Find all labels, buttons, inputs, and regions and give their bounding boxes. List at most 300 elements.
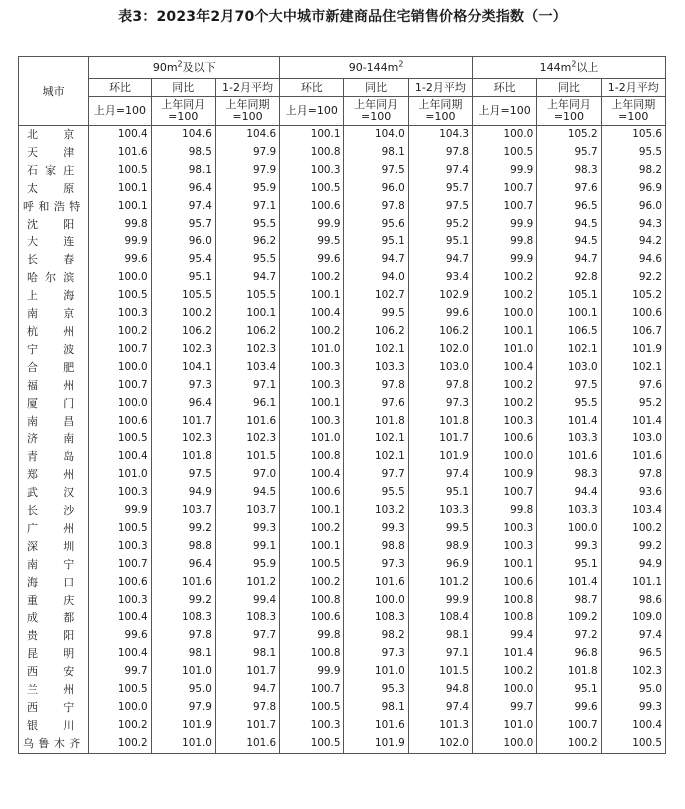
index-value-cell: 100.4	[89, 448, 151, 466]
index-value-cell: 100.5	[89, 681, 151, 699]
city-cell: 兰州	[19, 681, 89, 699]
index-value-cell: 94.9	[151, 484, 215, 502]
index-value-cell: 97.4	[408, 466, 472, 484]
group-header-large: $144m^2$以上	[473, 57, 666, 79]
index-value-cell: 101.7	[408, 430, 472, 448]
index-value-cell: 105.5	[151, 287, 215, 305]
index-value-cell: 100.3	[473, 538, 537, 556]
index-value-cell: 100.0	[89, 699, 151, 717]
city-cell: 郑州	[19, 466, 89, 484]
index-value-cell: 95.5	[537, 395, 601, 413]
city-cell: 石家庄	[19, 162, 89, 180]
index-value-cell: 100.6	[280, 609, 344, 627]
base-header-avg: 上年同期=100	[408, 97, 472, 126]
index-value-cell: 101.6	[537, 448, 601, 466]
index-value-cell: 103.3	[344, 359, 408, 377]
index-value-cell: 101.9	[151, 717, 215, 735]
index-value-cell: 101.8	[344, 413, 408, 431]
index-value-cell: 98.5	[151, 144, 215, 162]
index-value-cell: 97.8	[601, 466, 665, 484]
index-value-cell: 101.6	[151, 574, 215, 592]
index-value-cell: 100.4	[473, 359, 537, 377]
index-value-cell: 102.3	[215, 430, 279, 448]
index-value-cell: 95.2	[601, 395, 665, 413]
col-header-avg: 1-2月平均	[601, 79, 665, 97]
index-value-cell: 94.8	[408, 681, 472, 699]
table-row	[19, 681, 666, 699]
city-cell: 西安	[19, 663, 89, 681]
index-value-cell: 94.7	[537, 251, 601, 269]
index-value-cell: 103.2	[344, 502, 408, 520]
city-cell: 武汉	[19, 484, 89, 502]
index-value-cell: 99.2	[151, 592, 215, 610]
index-value-cell: 94.9	[601, 556, 665, 574]
table-row	[19, 466, 666, 484]
index-value-cell: 95.1	[537, 556, 601, 574]
index-value-cell: 97.7	[344, 466, 408, 484]
base-header-avg: 上年同期=100	[215, 97, 279, 126]
index-value-cell: 100.0	[89, 395, 151, 413]
index-value-cell: 101.6	[601, 448, 665, 466]
index-value-cell: 100.4	[601, 717, 665, 735]
table-row	[19, 144, 666, 162]
index-value-cell: 99.7	[473, 699, 537, 717]
index-value-cell: 99.8	[89, 216, 151, 234]
index-value-cell: 96.5	[537, 198, 601, 216]
index-value-cell: 108.3	[151, 609, 215, 627]
index-value-cell: 100.8	[280, 645, 344, 663]
index-value-cell: 95.3	[344, 681, 408, 699]
index-value-cell: 100.2	[601, 520, 665, 538]
index-value-cell: 101.6	[215, 735, 279, 753]
index-value-cell: 95.1	[537, 681, 601, 699]
city-cell: 成都	[19, 609, 89, 627]
index-value-cell: 100.8	[473, 609, 537, 627]
index-value-cell: 99.5	[344, 305, 408, 323]
index-value-cell: 100.3	[280, 377, 344, 395]
base-header-mom: 上月=100	[280, 97, 344, 126]
index-value-cell: 100.0	[473, 448, 537, 466]
index-value-cell: 99.9	[280, 663, 344, 681]
index-value-cell: 100.1	[89, 198, 151, 216]
table-row	[19, 251, 666, 269]
index-value-cell: 99.2	[151, 520, 215, 538]
index-value-cell: 105.2	[537, 126, 601, 144]
index-value-cell: 101.3	[408, 717, 472, 735]
index-value-cell: 100.4	[89, 126, 151, 144]
base-header-yoy: 上年同月=100	[151, 97, 215, 126]
index-value-cell: 99.3	[344, 520, 408, 538]
index-value-cell: 100.1	[280, 126, 344, 144]
index-value-cell: 95.1	[408, 484, 472, 502]
city-cell: 昆明	[19, 645, 89, 663]
index-value-cell: 104.3	[408, 126, 472, 144]
index-value-cell: 100.7	[280, 681, 344, 699]
index-value-cell: 101.6	[89, 144, 151, 162]
index-value-cell: 100.5	[473, 144, 537, 162]
index-value-cell: 94.7	[408, 251, 472, 269]
table-row	[19, 556, 666, 574]
index-value-cell: 102.9	[408, 287, 472, 305]
index-value-cell: 97.5	[151, 466, 215, 484]
index-value-cell: 100.0	[537, 520, 601, 538]
index-value-cell: 100.3	[89, 484, 151, 502]
index-value-cell: 103.3	[537, 430, 601, 448]
index-value-cell: 96.4	[151, 180, 215, 198]
index-value-cell: 100.2	[280, 574, 344, 592]
index-value-cell: 100.6	[280, 484, 344, 502]
index-value-cell: 100.5	[280, 699, 344, 717]
index-value-cell: 94.7	[215, 681, 279, 699]
city-cell: 重庆	[19, 592, 89, 610]
index-value-cell: 99.6	[89, 627, 151, 645]
index-value-cell: 96.9	[408, 556, 472, 574]
index-value-cell: 103.4	[215, 359, 279, 377]
city-cell: 哈尔滨	[19, 269, 89, 287]
table-row	[19, 645, 666, 663]
index-value-cell: 100.2	[473, 269, 537, 287]
index-value-cell: 104.6	[151, 126, 215, 144]
index-value-cell: 94.5	[215, 484, 279, 502]
index-value-cell: 100.2	[151, 305, 215, 323]
index-value-cell: 98.3	[537, 162, 601, 180]
index-value-cell: 101.4	[537, 413, 601, 431]
index-value-cell: 95.7	[151, 216, 215, 234]
col-header-mom: 环比	[89, 79, 151, 97]
index-value-cell: 95.5	[215, 216, 279, 234]
index-value-cell: 98.9	[408, 538, 472, 556]
table-row	[19, 126, 666, 144]
index-value-cell: 100.6	[473, 574, 537, 592]
index-value-cell: 105.6	[601, 126, 665, 144]
city-cell: 广州	[19, 520, 89, 538]
index-value-cell: 100.7	[473, 180, 537, 198]
index-value-cell: 95.5	[215, 251, 279, 269]
index-value-cell: 100.3	[280, 359, 344, 377]
index-value-cell: 103.7	[215, 502, 279, 520]
index-value-cell: 97.3	[408, 395, 472, 413]
index-value-cell: 96.8	[537, 645, 601, 663]
index-value-cell: 99.5	[408, 520, 472, 538]
col-header-mom: 环比	[280, 79, 344, 97]
index-value-cell: 97.8	[344, 198, 408, 216]
index-value-cell: 100.4	[89, 609, 151, 627]
table-row	[19, 413, 666, 431]
index-value-cell: 97.5	[408, 198, 472, 216]
base-header-mom: 上月=100	[89, 97, 151, 126]
index-value-cell: 100.0	[473, 681, 537, 699]
index-value-cell: 95.9	[215, 556, 279, 574]
index-value-cell: 99.6	[408, 305, 472, 323]
index-value-cell: 97.4	[151, 198, 215, 216]
index-value-cell: 97.0	[215, 466, 279, 484]
index-value-cell: 98.2	[601, 162, 665, 180]
col-header-avg: 1-2月平均	[215, 79, 279, 97]
index-value-cell: 99.3	[601, 699, 665, 717]
index-value-cell: 101.0	[344, 663, 408, 681]
index-value-cell: 99.6	[280, 251, 344, 269]
index-value-cell: 102.3	[151, 430, 215, 448]
index-value-cell: 100.6	[280, 198, 344, 216]
index-value-cell: 106.7	[601, 323, 665, 341]
index-value-cell: 100.3	[473, 520, 537, 538]
index-value-cell: 100.7	[89, 341, 151, 359]
table-row	[19, 341, 666, 359]
index-value-cell: 101.8	[151, 448, 215, 466]
index-value-cell: 95.1	[408, 233, 472, 251]
index-value-cell: 97.6	[344, 395, 408, 413]
index-value-cell: 99.4	[215, 592, 279, 610]
base-header-yoy: 上年同月=100	[344, 97, 408, 126]
table-row	[19, 395, 666, 413]
index-value-cell: 101.2	[215, 574, 279, 592]
index-value-cell: 98.8	[151, 538, 215, 556]
index-value-cell: 97.2	[537, 627, 601, 645]
index-value-cell: 99.3	[537, 538, 601, 556]
city-cell: 青岛	[19, 448, 89, 466]
index-value-cell: 99.9	[89, 502, 151, 520]
index-value-cell: 94.3	[601, 216, 665, 234]
index-value-cell: 101.0	[89, 466, 151, 484]
table-row	[19, 430, 666, 448]
base-header-yoy: 上年同月=100	[537, 97, 601, 126]
index-value-cell: 108.4	[408, 609, 472, 627]
city-cell: 合肥	[19, 359, 89, 377]
table-row	[19, 180, 666, 198]
table-row	[19, 699, 666, 717]
index-value-cell: 100.1	[537, 305, 601, 323]
index-value-cell: 99.1	[215, 538, 279, 556]
index-value-cell: 100.4	[280, 466, 344, 484]
city-cell: 沈阳	[19, 216, 89, 234]
index-value-cell: 100.2	[280, 520, 344, 538]
index-value-cell: 98.1	[215, 645, 279, 663]
index-value-cell: 100.1	[473, 556, 537, 574]
table-row	[19, 162, 666, 180]
city-cell: 济南	[19, 430, 89, 448]
index-value-cell: 100.5	[89, 520, 151, 538]
index-value-cell: 97.3	[151, 377, 215, 395]
index-value-cell: 100.7	[89, 556, 151, 574]
index-value-cell: 96.0	[151, 233, 215, 251]
index-value-cell: 99.6	[89, 251, 151, 269]
index-value-cell: 99.9	[89, 233, 151, 251]
index-value-cell: 99.5	[280, 233, 344, 251]
index-value-cell: 100.1	[89, 180, 151, 198]
index-value-cell: 109.2	[537, 609, 601, 627]
index-value-cell: 99.3	[215, 520, 279, 538]
table-row	[19, 305, 666, 323]
city-cell: 北京	[19, 126, 89, 144]
index-value-cell: 94.6	[601, 251, 665, 269]
index-value-cell: 100.2	[473, 395, 537, 413]
index-value-cell: 93.6	[601, 484, 665, 502]
index-value-cell: 103.0	[408, 359, 472, 377]
index-value-cell: 94.5	[537, 233, 601, 251]
index-value-cell: 94.4	[537, 484, 601, 502]
table-row	[19, 269, 666, 287]
city-cell: 南宁	[19, 556, 89, 574]
index-value-cell: 100.3	[89, 538, 151, 556]
index-value-cell: 100.2	[89, 323, 151, 341]
index-value-cell: 106.5	[537, 323, 601, 341]
index-value-cell: 101.4	[473, 645, 537, 663]
index-value-cell: 100.0	[89, 269, 151, 287]
index-value-cell: 100.0	[344, 592, 408, 610]
index-value-cell: 100.1	[280, 502, 344, 520]
index-value-cell: 101.4	[537, 574, 601, 592]
index-value-cell: 99.7	[89, 663, 151, 681]
index-value-cell: 102.3	[151, 341, 215, 359]
index-value-cell: 102.0	[408, 341, 472, 359]
index-value-cell: 100.2	[280, 269, 344, 287]
index-value-cell: 95.5	[344, 484, 408, 502]
index-value-cell: 99.9	[473, 251, 537, 269]
index-value-cell: 100.5	[89, 287, 151, 305]
index-value-cell: 103.3	[537, 502, 601, 520]
index-value-cell: 102.1	[344, 448, 408, 466]
index-value-cell: 96.2	[215, 233, 279, 251]
index-value-cell: 98.1	[151, 645, 215, 663]
index-value-cell: 93.4	[408, 269, 472, 287]
city-cell: 太原	[19, 180, 89, 198]
index-value-cell: 100.8	[280, 144, 344, 162]
base-header-mom: 上月=100	[473, 97, 537, 126]
index-value-cell: 99.4	[473, 627, 537, 645]
index-value-cell: 101.8	[537, 663, 601, 681]
index-value-cell: 102.1	[344, 341, 408, 359]
index-value-cell: 101.1	[601, 574, 665, 592]
index-value-cell: 102.1	[344, 430, 408, 448]
index-value-cell: 100.5	[280, 556, 344, 574]
index-value-cell: 102.0	[408, 735, 472, 753]
index-value-cell: 97.1	[215, 377, 279, 395]
index-value-cell: 97.4	[408, 162, 472, 180]
index-value-cell: 96.1	[215, 395, 279, 413]
col-header-yoy: 同比	[151, 79, 215, 97]
index-value-cell: 101.0	[280, 430, 344, 448]
index-value-cell: 97.1	[215, 198, 279, 216]
city-cell: 南京	[19, 305, 89, 323]
index-value-cell: 104.6	[215, 126, 279, 144]
index-value-cell: 100.7	[473, 484, 537, 502]
index-value-cell: 100.7	[473, 198, 537, 216]
index-value-cell: 97.9	[215, 144, 279, 162]
index-value-cell: 100.1	[280, 287, 344, 305]
index-value-cell: 96.0	[344, 180, 408, 198]
index-value-cell: 100.7	[89, 377, 151, 395]
index-value-cell: 100.3	[89, 592, 151, 610]
table-row	[19, 287, 666, 305]
index-value-cell: 100.0	[473, 126, 537, 144]
index-value-cell: 101.0	[151, 663, 215, 681]
table-row	[19, 502, 666, 520]
index-value-cell: 100.4	[89, 645, 151, 663]
col-header-avg: 1-2月平均	[408, 79, 472, 97]
index-value-cell: 101.7	[151, 413, 215, 431]
index-value-cell: 97.8	[215, 699, 279, 717]
index-value-cell: 100.4	[280, 305, 344, 323]
index-value-cell: 103.0	[537, 359, 601, 377]
index-value-cell: 102.3	[215, 341, 279, 359]
index-value-cell: 104.0	[344, 126, 408, 144]
index-value-cell: 100.1	[215, 305, 279, 323]
index-value-cell: 100.1	[280, 395, 344, 413]
index-value-cell: 102.1	[537, 341, 601, 359]
index-value-cell: 101.9	[344, 735, 408, 753]
index-value-cell: 100.2	[89, 717, 151, 735]
index-value-cell: 95.7	[408, 180, 472, 198]
index-value-cell: 97.6	[601, 377, 665, 395]
index-value-cell: 100.2	[280, 323, 344, 341]
index-value-cell: 97.5	[344, 162, 408, 180]
index-value-cell: 99.9	[473, 162, 537, 180]
index-value-cell: 101.7	[215, 663, 279, 681]
index-value-cell: 98.6	[601, 592, 665, 610]
index-value-cell: 100.7	[537, 717, 601, 735]
index-value-cell: 97.1	[408, 645, 472, 663]
index-value-cell: 100.3	[89, 305, 151, 323]
city-cell: 海口	[19, 574, 89, 592]
index-value-cell: 103.3	[408, 502, 472, 520]
index-value-cell: 95.2	[408, 216, 472, 234]
index-value-cell: 99.8	[280, 627, 344, 645]
index-value-cell: 94.7	[344, 251, 408, 269]
index-value-cell: 94.0	[344, 269, 408, 287]
table-row	[19, 216, 666, 234]
city-cell: 天津	[19, 144, 89, 162]
index-value-cell: 102.1	[601, 359, 665, 377]
index-value-cell: 97.4	[601, 627, 665, 645]
index-value-cell: 95.1	[151, 269, 215, 287]
index-value-cell: 100.8	[473, 592, 537, 610]
index-value-cell: 99.8	[473, 233, 537, 251]
index-value-cell: 100.6	[601, 305, 665, 323]
index-value-cell: 101.4	[601, 413, 665, 431]
index-value-cell: 101.0	[473, 341, 537, 359]
index-value-cell: 101.8	[408, 413, 472, 431]
index-value-cell: 97.8	[408, 377, 472, 395]
city-cell: 银川	[19, 717, 89, 735]
index-value-cell: 106.2	[151, 323, 215, 341]
city-cell: 杭州	[19, 323, 89, 341]
index-value-cell: 100.2	[89, 735, 151, 753]
index-value-cell: 100.3	[280, 717, 344, 735]
index-value-cell: 100.8	[280, 448, 344, 466]
index-value-cell: 100.3	[473, 413, 537, 431]
index-value-cell: 95.0	[151, 681, 215, 699]
index-value-cell: 102.3	[601, 663, 665, 681]
index-value-cell: 100.1	[280, 538, 344, 556]
price-index-table	[18, 56, 666, 754]
table-row	[19, 520, 666, 538]
table-row	[19, 233, 666, 251]
index-value-cell: 100.5	[89, 430, 151, 448]
table-row	[19, 592, 666, 610]
index-value-cell: 95.4	[151, 251, 215, 269]
index-value-cell: 101.9	[408, 448, 472, 466]
group-header-small: $90m^2$及以下	[89, 57, 280, 79]
index-value-cell: 94.7	[215, 269, 279, 287]
index-value-cell: 95.0	[601, 681, 665, 699]
col-header-mom: 环比	[473, 79, 537, 97]
table-row	[19, 198, 666, 216]
index-value-cell: 103.4	[601, 502, 665, 520]
index-value-cell: 100.3	[280, 413, 344, 431]
index-value-cell: 98.1	[344, 144, 408, 162]
index-value-cell: 103.7	[151, 502, 215, 520]
index-value-cell: 99.6	[537, 699, 601, 717]
